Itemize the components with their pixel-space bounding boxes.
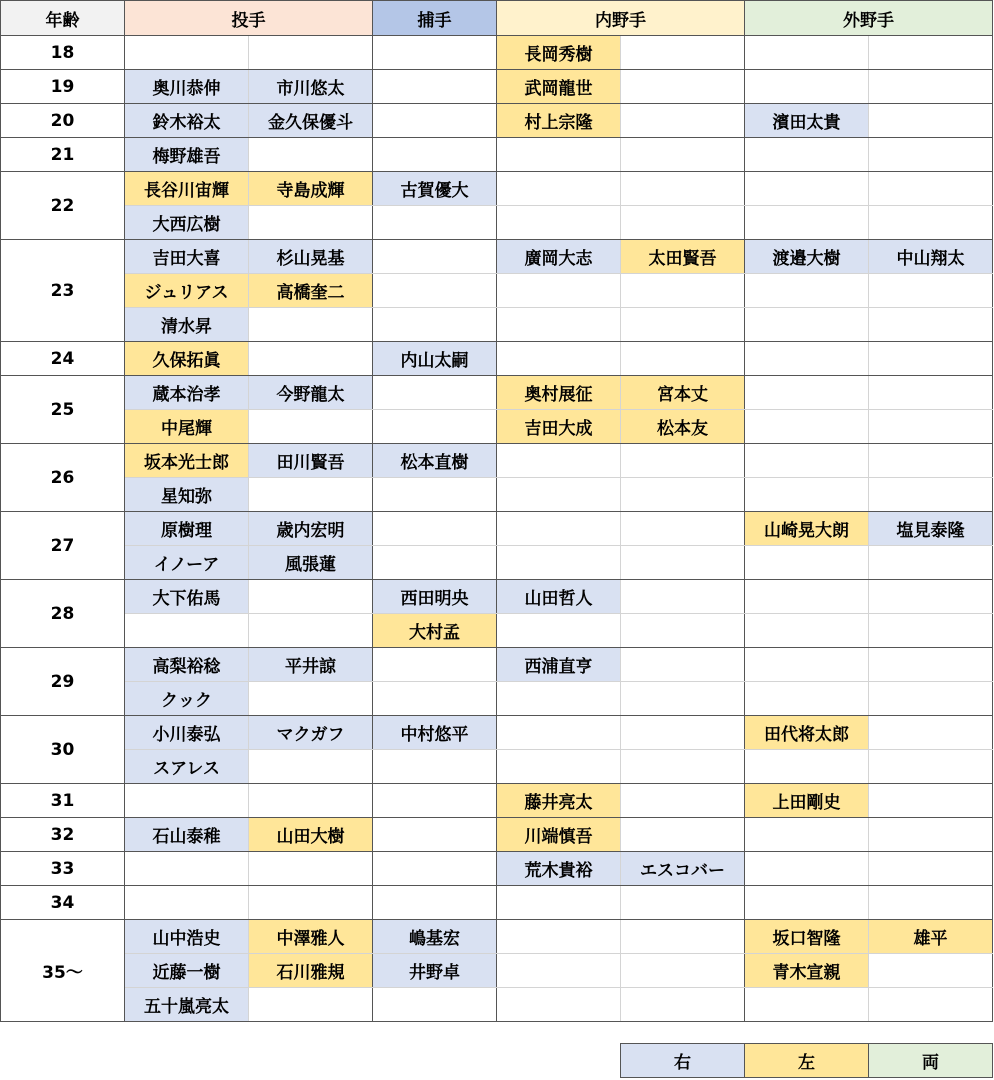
- empty-cell: [745, 172, 869, 206]
- table-row: [1, 818, 993, 852]
- outfielder-name-cell: 渡邉大樹: [745, 240, 869, 274]
- legend-table: [620, 1043, 993, 1078]
- empty-cell: [497, 920, 621, 954]
- legend-right: 右: [621, 1044, 745, 1078]
- empty-cell: [745, 478, 869, 512]
- empty-cell: [249, 886, 373, 920]
- empty-cell: [745, 70, 869, 104]
- empty-cell: [869, 172, 993, 206]
- table-row: [1, 886, 993, 920]
- empty-cell: [373, 818, 497, 852]
- catcher-name-cell: 井野卓: [373, 954, 497, 988]
- age-cell: 32: [1, 818, 125, 852]
- pitcher-name-cell: 高梨裕稔: [125, 648, 249, 682]
- age-cell: 26: [1, 444, 125, 512]
- table-row: [1, 750, 993, 784]
- pitcher-name-cell: 中澤雅人: [249, 920, 373, 954]
- empty-cell: [373, 648, 497, 682]
- empty-cell: [869, 648, 993, 682]
- table-row: [1, 478, 993, 512]
- infielder-name-cell: 廣岡大志: [497, 240, 621, 274]
- empty-cell: [621, 682, 745, 716]
- table-row: [1, 308, 993, 342]
- empty-cell: [497, 206, 621, 240]
- empty-cell: [745, 274, 869, 308]
- empty-cell: [497, 138, 621, 172]
- table-row: [1, 546, 993, 580]
- infielder-name-cell: 村上宗隆: [497, 104, 621, 138]
- table-row: [1, 580, 993, 614]
- empty-cell: [745, 342, 869, 376]
- table-row: [1, 104, 993, 138]
- empty-cell: [497, 682, 621, 716]
- pitcher-name-cell: 梅野雄吾: [125, 138, 249, 172]
- outfielder-name-cell: 上田剛史: [745, 784, 869, 818]
- pitcher-name-cell: 杉山晃基: [249, 240, 373, 274]
- header-catcher: 捕手: [373, 1, 497, 36]
- empty-cell: [869, 478, 993, 512]
- roster-body: [1, 36, 993, 1022]
- infielder-name-cell: 荒木貴裕: [497, 852, 621, 886]
- empty-cell: [621, 478, 745, 512]
- pitcher-name-cell: 大西広樹: [125, 206, 249, 240]
- empty-cell: [869, 138, 993, 172]
- empty-cell: [497, 274, 621, 308]
- outfielder-name-cell: 中山翔太: [869, 240, 993, 274]
- header-row: [1, 1, 993, 36]
- age-cell: 24: [1, 342, 125, 376]
- empty-cell: [621, 546, 745, 580]
- pitcher-name-cell: 近藤一樹: [125, 954, 249, 988]
- pitcher-name-cell: 田川賢吾: [249, 444, 373, 478]
- empty-cell: [373, 36, 497, 70]
- empty-cell: [249, 784, 373, 818]
- empty-cell: [869, 750, 993, 784]
- empty-cell: [373, 750, 497, 784]
- infielder-name-cell: 山田哲人: [497, 580, 621, 614]
- empty-cell: [249, 206, 373, 240]
- pitcher-name-cell: 石川雅規: [249, 954, 373, 988]
- table-row: [1, 240, 993, 274]
- pitcher-name-cell: 鈴木裕太: [125, 104, 249, 138]
- empty-cell: [125, 36, 249, 70]
- empty-cell: [745, 648, 869, 682]
- pitcher-name-cell: マクガフ: [249, 716, 373, 750]
- empty-cell: [373, 274, 497, 308]
- age-cell: 28: [1, 580, 125, 648]
- outfielder-name-cell: 坂口智隆: [745, 920, 869, 954]
- empty-cell: [125, 614, 249, 648]
- table-row: [1, 342, 993, 376]
- infielder-name-cell: 長岡秀樹: [497, 36, 621, 70]
- empty-cell: [373, 784, 497, 818]
- empty-cell: [621, 716, 745, 750]
- empty-cell: [373, 206, 497, 240]
- empty-cell: [373, 104, 497, 138]
- outfielder-name-cell: 田代将太郎: [745, 716, 869, 750]
- empty-cell: [621, 920, 745, 954]
- catcher-name-cell: 松本直樹: [373, 444, 497, 478]
- outfielder-name-cell: 濱田太貴: [745, 104, 869, 138]
- age-cell: 23: [1, 240, 125, 342]
- empty-cell: [869, 308, 993, 342]
- infielder-name-cell: 藤井亮太: [497, 784, 621, 818]
- empty-cell: [497, 546, 621, 580]
- empty-cell: [869, 818, 993, 852]
- empty-cell: [869, 444, 993, 478]
- outfielder-name-cell: 雄平: [869, 920, 993, 954]
- empty-cell: [621, 512, 745, 546]
- empty-cell: [745, 614, 869, 648]
- pitcher-name-cell: 今野龍太: [249, 376, 373, 410]
- empty-cell: [869, 104, 993, 138]
- empty-cell: [497, 716, 621, 750]
- age-cell: 19: [1, 70, 125, 104]
- pitcher-name-cell: 蔵本治孝: [125, 376, 249, 410]
- empty-cell: [373, 988, 497, 1022]
- catcher-name-cell: 西田明央: [373, 580, 497, 614]
- catcher-name-cell: 古賀優大: [373, 172, 497, 206]
- pitcher-name-cell: 原樹理: [125, 512, 249, 546]
- header-infield: 内野手: [497, 1, 745, 36]
- empty-cell: [497, 172, 621, 206]
- pitcher-name-cell: 奥川恭伸: [125, 70, 249, 104]
- empty-cell: [373, 70, 497, 104]
- empty-cell: [621, 206, 745, 240]
- empty-cell: [621, 954, 745, 988]
- infielder-name-cell: 吉田大成: [497, 410, 621, 444]
- empty-cell: [249, 342, 373, 376]
- empty-cell: [125, 886, 249, 920]
- empty-cell: [373, 682, 497, 716]
- table-row: [1, 682, 993, 716]
- empty-cell: [869, 70, 993, 104]
- empty-cell: [869, 886, 993, 920]
- empty-cell: [869, 614, 993, 648]
- pitcher-name-cell: 中尾輝: [125, 410, 249, 444]
- empty-cell: [621, 818, 745, 852]
- empty-cell: [621, 308, 745, 342]
- empty-cell: [869, 716, 993, 750]
- table-row: [1, 614, 993, 648]
- infielder-name-cell: 太田賢吾: [621, 240, 745, 274]
- empty-cell: [621, 342, 745, 376]
- empty-cell: [249, 682, 373, 716]
- table-row: [1, 988, 993, 1022]
- infielder-name-cell: 宮本丈: [621, 376, 745, 410]
- empty-cell: [869, 546, 993, 580]
- age-cell: 20: [1, 104, 125, 138]
- table-row: [1, 36, 993, 70]
- infielder-name-cell: 武岡龍世: [497, 70, 621, 104]
- pitcher-name-cell: 大下佑馬: [125, 580, 249, 614]
- empty-cell: [125, 852, 249, 886]
- age-cell: 21: [1, 138, 125, 172]
- legend-row: [621, 1044, 993, 1078]
- table-row: [1, 274, 993, 308]
- empty-cell: [497, 308, 621, 342]
- age-cell: 35～: [1, 920, 125, 1022]
- empty-cell: [621, 784, 745, 818]
- empty-cell: [869, 376, 993, 410]
- age-cell: 22: [1, 172, 125, 240]
- empty-cell: [249, 410, 373, 444]
- empty-cell: [621, 886, 745, 920]
- empty-cell: [249, 580, 373, 614]
- empty-cell: [373, 138, 497, 172]
- empty-cell: [497, 886, 621, 920]
- pitcher-name-cell: 歳内宏明: [249, 512, 373, 546]
- empty-cell: [869, 954, 993, 988]
- header-outfield: 外野手: [745, 1, 993, 36]
- empty-cell: [745, 682, 869, 716]
- catcher-name-cell: 内山太嗣: [373, 342, 497, 376]
- table-row: [1, 716, 993, 750]
- table-row: [1, 920, 993, 954]
- empty-cell: [621, 70, 745, 104]
- empty-cell: [745, 308, 869, 342]
- empty-cell: [621, 36, 745, 70]
- pitcher-name-cell: 長谷川宙輝: [125, 172, 249, 206]
- infielder-name-cell: 川端慎吾: [497, 818, 621, 852]
- pitcher-name-cell: ジュリアス: [125, 274, 249, 308]
- empty-cell: [869, 580, 993, 614]
- legend-left: 左: [745, 1044, 869, 1078]
- pitcher-name-cell: 寺島成輝: [249, 172, 373, 206]
- table-row: [1, 784, 993, 818]
- age-cell: 29: [1, 648, 125, 716]
- empty-cell: [249, 478, 373, 512]
- header-age: 年齢: [1, 1, 125, 36]
- table-row: [1, 852, 993, 886]
- empty-cell: [869, 342, 993, 376]
- infielder-name-cell: 奥村展征: [497, 376, 621, 410]
- catcher-name-cell: 中村悠平: [373, 716, 497, 750]
- outfielder-name-cell: 青木宣親: [745, 954, 869, 988]
- table-row: [1, 138, 993, 172]
- empty-cell: [373, 376, 497, 410]
- table-row: [1, 954, 993, 988]
- empty-cell: [621, 138, 745, 172]
- pitcher-name-cell: 五十嵐亮太: [125, 988, 249, 1022]
- empty-cell: [497, 512, 621, 546]
- empty-cell: [249, 308, 373, 342]
- empty-cell: [373, 546, 497, 580]
- empty-cell: [745, 988, 869, 1022]
- catcher-name-cell: 嶋基宏: [373, 920, 497, 954]
- empty-cell: [745, 580, 869, 614]
- empty-cell: [745, 852, 869, 886]
- catcher-name-cell: 大村孟: [373, 614, 497, 648]
- empty-cell: [869, 274, 993, 308]
- empty-cell: [745, 138, 869, 172]
- empty-cell: [869, 682, 993, 716]
- empty-cell: [869, 988, 993, 1022]
- pitcher-name-cell: 高橋奎二: [249, 274, 373, 308]
- empty-cell: [249, 750, 373, 784]
- empty-cell: [497, 750, 621, 784]
- pitcher-name-cell: 清水昇: [125, 308, 249, 342]
- outfielder-name-cell: 塩見泰隆: [869, 512, 993, 546]
- age-cell: 30: [1, 716, 125, 784]
- pitcher-name-cell: 星知弥: [125, 478, 249, 512]
- age-cell: 25: [1, 376, 125, 444]
- empty-cell: [497, 342, 621, 376]
- empty-cell: [373, 240, 497, 274]
- empty-cell: [497, 988, 621, 1022]
- empty-cell: [621, 444, 745, 478]
- table-row: [1, 648, 993, 682]
- empty-cell: [621, 274, 745, 308]
- empty-cell: [249, 138, 373, 172]
- table-row: [1, 206, 993, 240]
- age-cell: 33: [1, 852, 125, 886]
- pitcher-name-cell: 吉田大喜: [125, 240, 249, 274]
- empty-cell: [621, 580, 745, 614]
- empty-cell: [745, 886, 869, 920]
- pitcher-name-cell: 山田大樹: [249, 818, 373, 852]
- empty-cell: [249, 36, 373, 70]
- empty-cell: [869, 36, 993, 70]
- table-row: [1, 70, 993, 104]
- empty-cell: [745, 546, 869, 580]
- pitcher-name-cell: 山中浩史: [125, 920, 249, 954]
- table-row: [1, 444, 993, 478]
- empty-cell: [621, 648, 745, 682]
- pitcher-name-cell: 市川悠太: [249, 70, 373, 104]
- empty-cell: [869, 784, 993, 818]
- table-row: [1, 376, 993, 410]
- empty-cell: [745, 750, 869, 784]
- pitcher-name-cell: 石山泰稚: [125, 818, 249, 852]
- empty-cell: [869, 410, 993, 444]
- empty-cell: [621, 988, 745, 1022]
- empty-cell: [621, 104, 745, 138]
- empty-cell: [497, 954, 621, 988]
- pitcher-name-cell: 久保拓眞: [125, 342, 249, 376]
- empty-cell: [249, 852, 373, 886]
- pitcher-name-cell: クック: [125, 682, 249, 716]
- infielder-name-cell: エスコバー: [621, 852, 745, 886]
- empty-cell: [497, 444, 621, 478]
- age-cell: 27: [1, 512, 125, 580]
- empty-cell: [745, 36, 869, 70]
- pitcher-name-cell: 風張蓮: [249, 546, 373, 580]
- pitcher-name-cell: スアレス: [125, 750, 249, 784]
- empty-cell: [745, 206, 869, 240]
- empty-cell: [373, 308, 497, 342]
- pitcher-name-cell: 坂本光士郎: [125, 444, 249, 478]
- empty-cell: [249, 988, 373, 1022]
- age-cell: 34: [1, 886, 125, 920]
- empty-cell: [869, 206, 993, 240]
- infielder-name-cell: 西浦直亨: [497, 648, 621, 682]
- empty-cell: [373, 852, 497, 886]
- empty-cell: [745, 410, 869, 444]
- outfielder-name-cell: 山崎晃大朗: [745, 512, 869, 546]
- age-cell: 31: [1, 784, 125, 818]
- empty-cell: [745, 444, 869, 478]
- empty-cell: [497, 614, 621, 648]
- empty-cell: [621, 172, 745, 206]
- empty-cell: [621, 750, 745, 784]
- table-row: [1, 410, 993, 444]
- header-pitcher: 投手: [125, 1, 373, 36]
- empty-cell: [373, 478, 497, 512]
- empty-cell: [249, 614, 373, 648]
- table-row: [1, 172, 993, 206]
- empty-cell: [745, 818, 869, 852]
- table-row: [1, 512, 993, 546]
- pitcher-name-cell: 金久保優斗: [249, 104, 373, 138]
- empty-cell: [373, 410, 497, 444]
- age-cell: 18: [1, 36, 125, 70]
- empty-cell: [373, 512, 497, 546]
- empty-cell: [125, 784, 249, 818]
- pitcher-name-cell: 小川泰弘: [125, 716, 249, 750]
- pitcher-name-cell: イノーア: [125, 546, 249, 580]
- empty-cell: [373, 886, 497, 920]
- empty-cell: [621, 614, 745, 648]
- pitcher-name-cell: 平井諒: [249, 648, 373, 682]
- empty-cell: [869, 852, 993, 886]
- empty-cell: [497, 478, 621, 512]
- empty-cell: [745, 376, 869, 410]
- legend-switch: 両: [869, 1044, 993, 1078]
- infielder-name-cell: 松本友: [621, 410, 745, 444]
